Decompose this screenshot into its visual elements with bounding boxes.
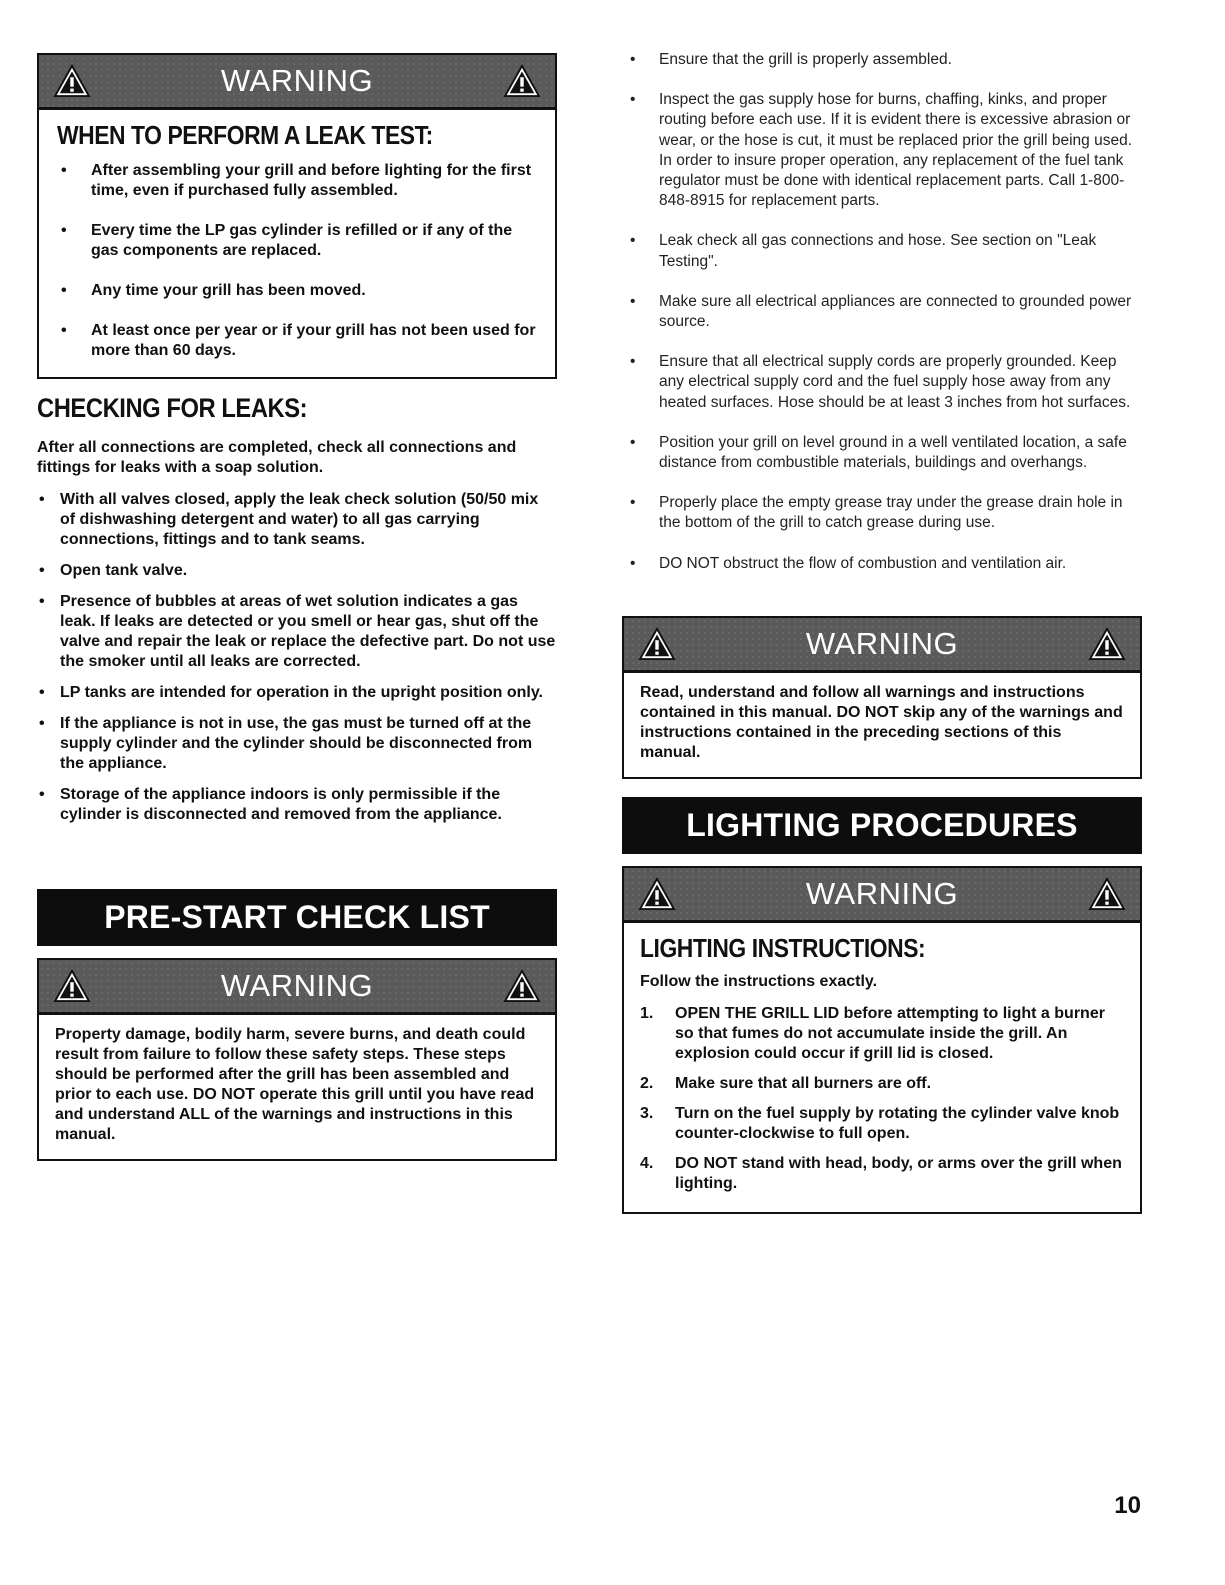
leak-test-list <box>57 161 537 361</box>
lighting-steps <box>640 1004 1124 1194</box>
lighting-intro: Follow the instructions exactly. <box>640 972 878 990</box>
list-item: 2. Make sure that all burners are off. <box>640 1074 932 1092</box>
list-item: • Any time your grill has been moved. <box>61 282 366 299</box>
checking-list <box>37 490 557 825</box>
warning-label: WARNING <box>805 875 959 911</box>
lighting-title: LIGHTING INSTRUCTIONS: <box>640 932 926 963</box>
list-item: • If the appliance is not in use, the gas must be turned off at the supply cylinder and the cylinder should be disconnected from the appliance. <box>39 715 533 772</box>
list-item: • Leak check all gas connections and hose. See section on "Leak Testing". <box>630 232 1097 270</box>
warning-triangle-icon <box>53 969 91 1003</box>
read-warning-text: Read, understand and follow all warnings and instructions contained in this manual. DO NOT skip any of the warnings and instructions contained in the preceding sections of this manual. <box>640 683 1123 761</box>
list-item: • Inspect the gas supply hose for burns, chaffing, kinks, and proper routing before each use. If it is evident there is excessive abrasion or wear, or the hose is cut, it must be replaced prior the grill being used. In order to insure proper operation, any replacement of the fuel tank regulator must be done with identical replacement parts. Call 1-800-848-8915 for replacement parts. <box>630 91 1132 210</box>
read-warning-body <box>624 673 1140 777</box>
list-item: • Ensure that all electrical supply cords are properly grounded. Keep any electrical supply cord and the fuel supply hose away from any heated surfaces. Hose should be at least 3 inches from hot surfaces. <box>630 353 1131 411</box>
list-item: • Position your grill on level ground in a well ventilated location, a safe distance from combustible materials, buildings and overhangs. <box>630 433 1127 472</box>
read-warning-box <box>622 616 1142 779</box>
list-item: • At least once per year or if your grill has not been used for more than 60 days. <box>61 322 536 359</box>
warning-triangle-icon <box>503 64 541 98</box>
warning-triangle-icon <box>638 627 676 661</box>
lighting-body <box>624 923 1140 1212</box>
warning-label: WARNING <box>805 625 959 661</box>
leak-test-body <box>39 110 555 377</box>
warning-triangle-icon <box>1088 627 1126 661</box>
list-item: • DO NOT obstruct the flow of combustion and ventilation air. <box>630 554 1067 572</box>
list-item: 1. OPEN THE GRILL LID before attempting to light a burner so that fumes do not accumulate inside the grill. An explosion could occur if grill lid is closed. <box>640 1004 1105 1062</box>
warning-banner <box>39 55 555 110</box>
list-item: • LP tanks are intended for operation in the upright position only. <box>39 684 543 701</box>
list-item: 4. DO NOT stand with head, body, or arms over the grill when lighting. <box>640 1154 1122 1192</box>
left-column <box>37 53 557 1161</box>
list-item: 3. Turn on the fuel supply by rotating the cylinder valve knob counter-clockwise to full open. <box>640 1104 1120 1142</box>
warning-triangle-icon <box>503 969 541 1003</box>
list-item: • With all valves closed, apply the leak check solution (50/50 mix of dishwashing detergent and water) to all gas carrying connections, fittings and to tank seams. <box>39 491 539 548</box>
list-item: • Every time the LP gas cylinder is refilled or if any of the gas components are replaced. <box>61 222 513 259</box>
list-item: • After assembling your grill and before lighting for the first time, even if purchased fully assembled. <box>61 162 532 199</box>
prestart-warning-text: Property damage, bodily harm, severe burns, and death could result from failure to follow these safety steps. These steps should be performed after the grill has been assembled and prior to each use. DO NOT operate this grill until you have read and understand ALL of the warnings and instructions in this manual. <box>55 1026 535 1143</box>
lighting-header: LIGHTING PROCEDURES <box>622 797 1142 854</box>
page-number: 10 <box>1114 1492 1141 1519</box>
checking-section <box>37 393 557 825</box>
warning-triangle-icon <box>638 877 676 911</box>
list-item: • Presence of bubbles at areas of wet solution indicates a gas leak. If leaks are detected or you smell or hear gas, shut off the valve and repair the leak or replace the defective part. Do not use the smoker until all leaks are corrected. <box>39 593 556 670</box>
lighting-warning-box <box>622 866 1142 1214</box>
list-item: • Properly place the empty grease tray under the grease drain hole in the bottom of the grill to catch grease during use. <box>630 494 1123 532</box>
checklist <box>622 50 1142 574</box>
prestart-warning-body <box>39 1015 555 1159</box>
list-item: • Storage of the appliance indoors is only permissible if the cylinder is disconnected and removed from the appliance. <box>39 786 502 823</box>
warning-triangle-icon <box>1088 877 1126 911</box>
prestart-header: PRE-START CHECK LIST <box>37 889 557 946</box>
prestart-warning-box <box>37 958 557 1161</box>
checking-intro: After all connections are completed, check all connections and fittings for leaks with a soap solution. <box>37 439 517 476</box>
warning-label: WARNING <box>220 63 374 98</box>
leak-test-title: WHEN TO PERFORM A LEAK TEST: <box>57 120 433 150</box>
warning-banner <box>624 618 1140 673</box>
list-item: • Open tank valve. <box>39 562 188 579</box>
leak-test-warning-box <box>37 53 557 379</box>
warning-triangle-icon <box>53 64 91 98</box>
warning-banner <box>39 960 555 1015</box>
list-item: • Ensure that the grill is properly assembled. <box>630 51 952 68</box>
checking-title: CHECKING FOR LEAKS: <box>37 393 308 423</box>
list-item: • Make sure all electrical appliances are connected to grounded power source. <box>630 292 1132 331</box>
warning-banner <box>624 868 1140 923</box>
warning-label: WARNING <box>220 968 374 1003</box>
right-column <box>622 50 1142 1214</box>
